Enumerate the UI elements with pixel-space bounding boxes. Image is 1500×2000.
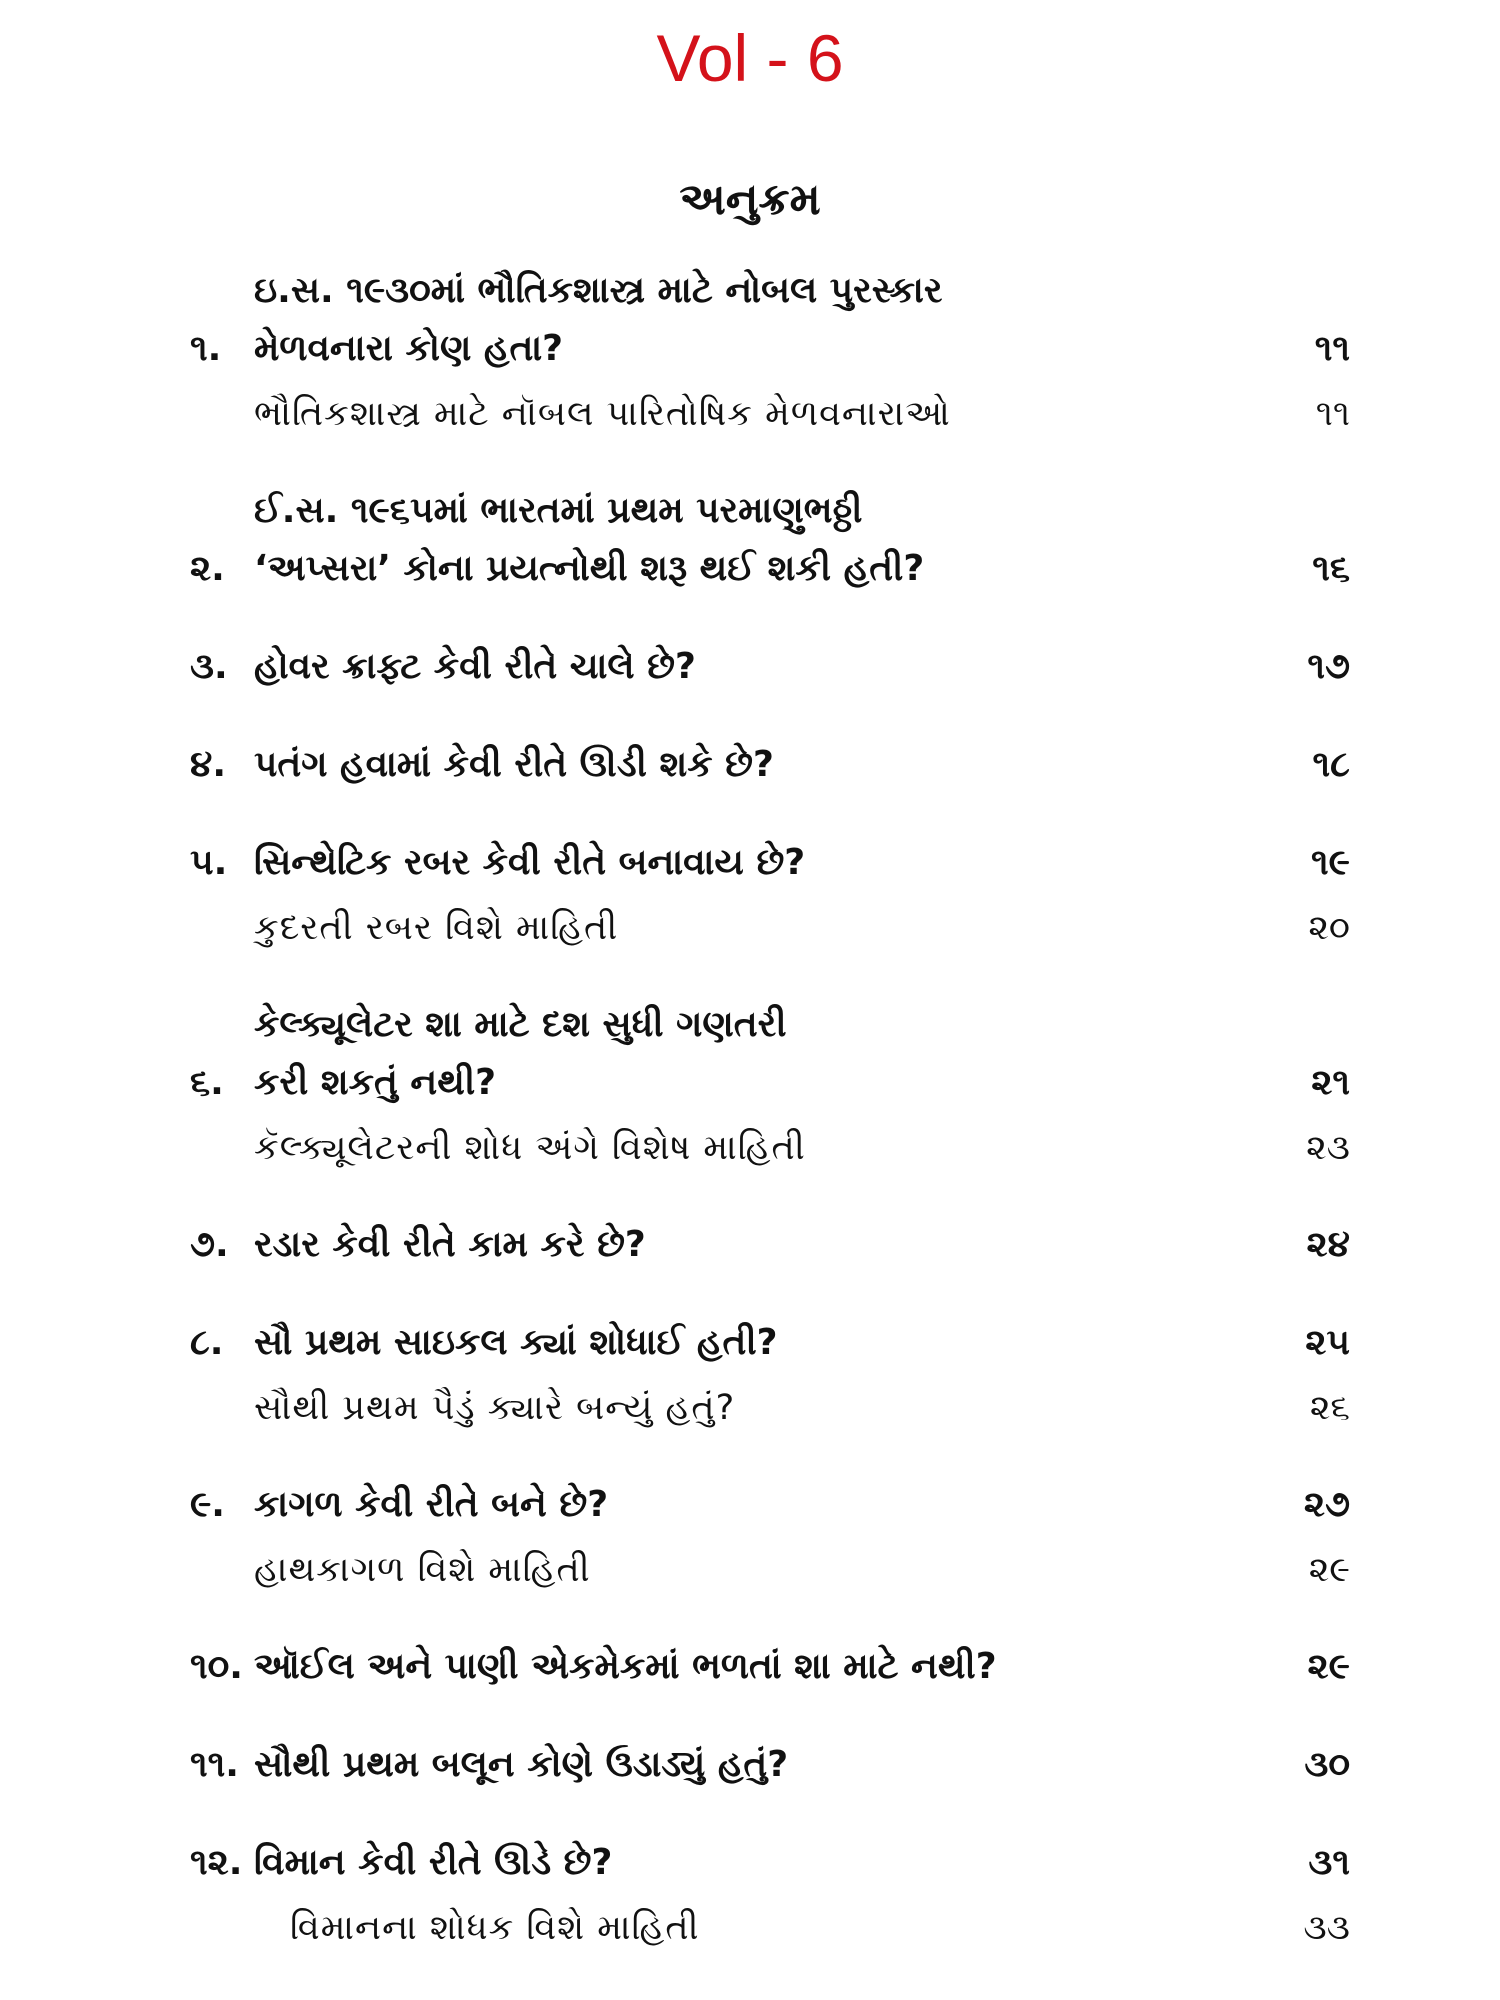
entry-number: ૩. — [190, 646, 228, 687]
entry-page-number: ૩૧ — [1308, 1842, 1350, 1883]
entry-title-line: ઈ.સ. ૧૯૬૫માં ભારતમાં પ્રથમ પરમાણુભઠ્ઠી — [254, 490, 863, 531]
toc-entry — [190, 1638, 1350, 1696]
entry-number: ૧૧. — [190, 1744, 239, 1785]
subentry-title: કુદરતી રબર વિશે માહિતી — [254, 908, 619, 948]
toc-entry — [190, 1834, 1350, 1892]
toc-subentry — [190, 1380, 1350, 1436]
toc-subentry — [190, 900, 1350, 956]
toc-heading: અનુક્રમ — [679, 174, 821, 225]
entry-title-line: મેળવનારા કોણ હતા? — [254, 328, 564, 369]
subentry-page-number: ૨૦ — [1308, 908, 1350, 948]
toc-entry — [190, 262, 1350, 378]
entry-page-number: ૧૯ — [1311, 842, 1350, 883]
entry-title-line: કેલ્ક્યૂલેટર શા માટે દશ સુધી ગણતરી — [254, 1004, 787, 1045]
entry-title: હોવર ક્રાફ્ટ કેવી રીતે ચાલે છે? — [254, 646, 696, 687]
subentry-title: સૌથી પ્રથમ પૈડું ક્યારે બન્યું હતું? — [254, 1388, 736, 1428]
entry-number: ૧૨. — [190, 1842, 243, 1883]
entry-page-number: ૧૬ — [1312, 548, 1350, 589]
toc-entry — [190, 1736, 1350, 1794]
entry-title-line: ‘અપ્સરા’ કોના પ્રયત્નોથી શરૂ થઈ શકી હતી? — [254, 548, 925, 589]
subentry-title: હાથકાગળ વિશે માહિતી — [254, 1550, 591, 1590]
subentry-page-number: ૨૩ — [1306, 1128, 1350, 1168]
entry-title: ઑઈલ અને પાણી એકમેકમાં ભળતાં શા માટે નથી? — [254, 1646, 997, 1687]
entry-title — [254, 996, 1230, 1112]
toc-entry — [190, 834, 1350, 892]
entry-page-number: ૧૧ — [1314, 328, 1350, 369]
entry-page-number: ૨૪ — [1306, 1224, 1350, 1265]
entry-number: ૯. — [190, 1484, 225, 1525]
entry-title: રડાર કેવી રીતે કામ કરે છે? — [254, 1224, 646, 1265]
subentry-page-number: ૧૧ — [1315, 394, 1350, 434]
entry-title: કાગળ કેવી રીતે બને છે? — [254, 1484, 609, 1525]
table-of-contents — [190, 262, 1350, 1996]
toc-entry — [190, 996, 1350, 1112]
entry-number: ૨. — [190, 548, 225, 589]
entry-title — [254, 482, 1230, 598]
entry-title: પતંગ હવામાં કેવી રીતે ઊડી શકે છે? — [254, 744, 774, 785]
toc-subentry — [190, 1900, 1350, 1956]
entry-title-line: કરી શકતું નથી? — [254, 1062, 497, 1103]
toc-entry — [190, 1476, 1350, 1534]
subentry-page-number: ૩૩ — [1303, 1908, 1350, 1948]
entry-page-number: ૧૮ — [1312, 744, 1350, 785]
entry-number: ૧. — [190, 328, 222, 369]
toc-entry — [190, 1314, 1350, 1372]
entry-page-number: ૨૧ — [1311, 1062, 1350, 1103]
entry-title — [254, 262, 1230, 378]
subentry-page-number: ૨૬ — [1309, 1388, 1350, 1428]
toc-entry — [190, 638, 1350, 696]
subentry-title: વિમાનના શોધક વિશે માહિતી — [290, 1908, 700, 1948]
entry-title-line: ઇ.સ. ૧૯૩૦માં ભૌતિકશાસ્ત્ર માટે નોબલ પુરસ્કાર — [254, 270, 943, 311]
entry-page-number: ૩૦ — [1304, 1744, 1350, 1785]
entry-number: ૬. — [190, 1062, 224, 1103]
entry-title: વિમાન કેવી રીતે ઊડે છે? — [254, 1842, 613, 1883]
entry-number: ૫. — [190, 842, 228, 883]
toc-subentry — [190, 386, 1350, 442]
entry-title: સૌ પ્રથમ સાઇકલ ક્યાં શોધાઈ હતી? — [254, 1322, 778, 1363]
entry-page-number: ૧૭ — [1307, 646, 1350, 687]
toc-subentry — [190, 1542, 1350, 1598]
toc-entry — [190, 736, 1350, 794]
entry-page-number: ૨૭ — [1303, 1484, 1350, 1525]
subentry-page-number: ૨૯ — [1308, 1550, 1350, 1590]
toc-entry — [190, 482, 1350, 598]
entry-number: ૭. — [190, 1224, 229, 1265]
subentry-title: કૅલ્ક્યૂલેટરની શોધ અંગે વિશેષ માહિતી — [254, 1128, 806, 1168]
entry-number: ૧૦. — [190, 1646, 243, 1687]
entry-page-number: ૨૫ — [1305, 1322, 1350, 1363]
entry-page-number: ૨૯ — [1307, 1646, 1350, 1687]
toc-subentry — [190, 1120, 1350, 1176]
entry-number: ૮. — [190, 1322, 224, 1363]
entry-number: ૪. — [190, 744, 226, 785]
subentry-title: ભૌતિકશાસ્ત્ર માટે નૉબલ પારિતોષિક મેળવનારાઓ — [254, 394, 951, 434]
volume-title: Vol - 6 — [656, 21, 844, 95]
entry-title: સિન્થેટિક રબર કેવી રીતે બનાવાય છે? — [254, 842, 806, 883]
toc-entry — [190, 1216, 1350, 1274]
entry-title: સૌથી પ્રથમ બલૂન કોણે ઉડાડ્યું હતું? — [254, 1744, 789, 1785]
